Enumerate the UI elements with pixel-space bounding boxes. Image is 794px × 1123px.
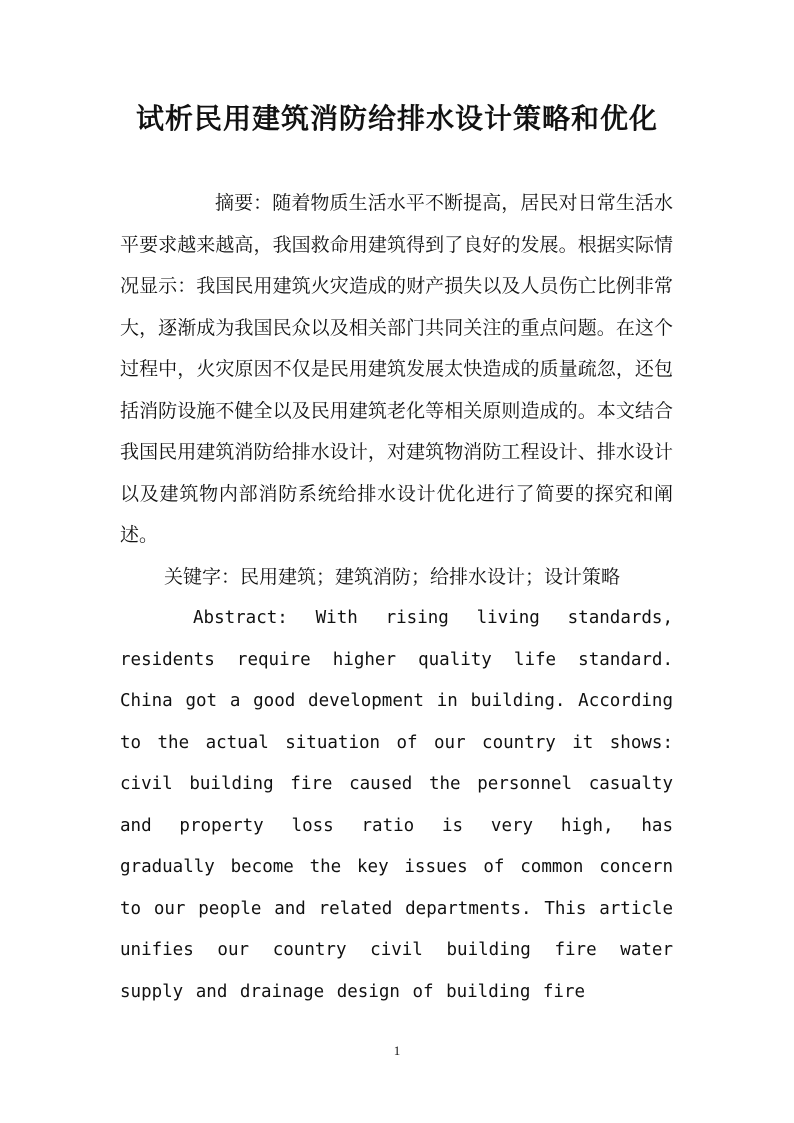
- keywords-line: 关键字：民用建筑；建筑消防；给排水设计；设计策略: [164, 566, 621, 588]
- document-title: 试析民用建筑消防给排水设计策略和优化: [135, 102, 658, 135]
- chinese-abstract: 摘要：随着物质生活水平不断提高，居民对日常生活水平要求越来越高，我国救命用建筑得到了良好的发展。根据实际情况显示：我国民用建筑火灾造成的财产损失以及人员伤亡比例非常大，逐渐成为我国民众以及相关部门共同关注的重点问题。在这个过程中，火灾原因不仅是民用建筑发展太快造成的质量疏忽，还包括消防设施不健全以及民用建筑老化等相关原则造成的。本文结合我国民用建筑消防给排水设计，对建筑物消防工程设计、排水设计以及建筑物内部消防系统给排水设计优化进行了简要的探究和阐述。: [120, 192, 673, 546]
- english-abstract: Abstract: With rising living standards, residents require higher quality life standard. China got a good development in building. According to the actual situation of our country it shows: civil building fire caused the personnel casualty and property loss ratio is very high, has gradually become the key issues of common concern to our people and related departments. This article unifies our country civil building fire water supply and drainage design of building fire: [120, 608, 673, 1002]
- page-number: 1: [393, 1043, 401, 1058]
